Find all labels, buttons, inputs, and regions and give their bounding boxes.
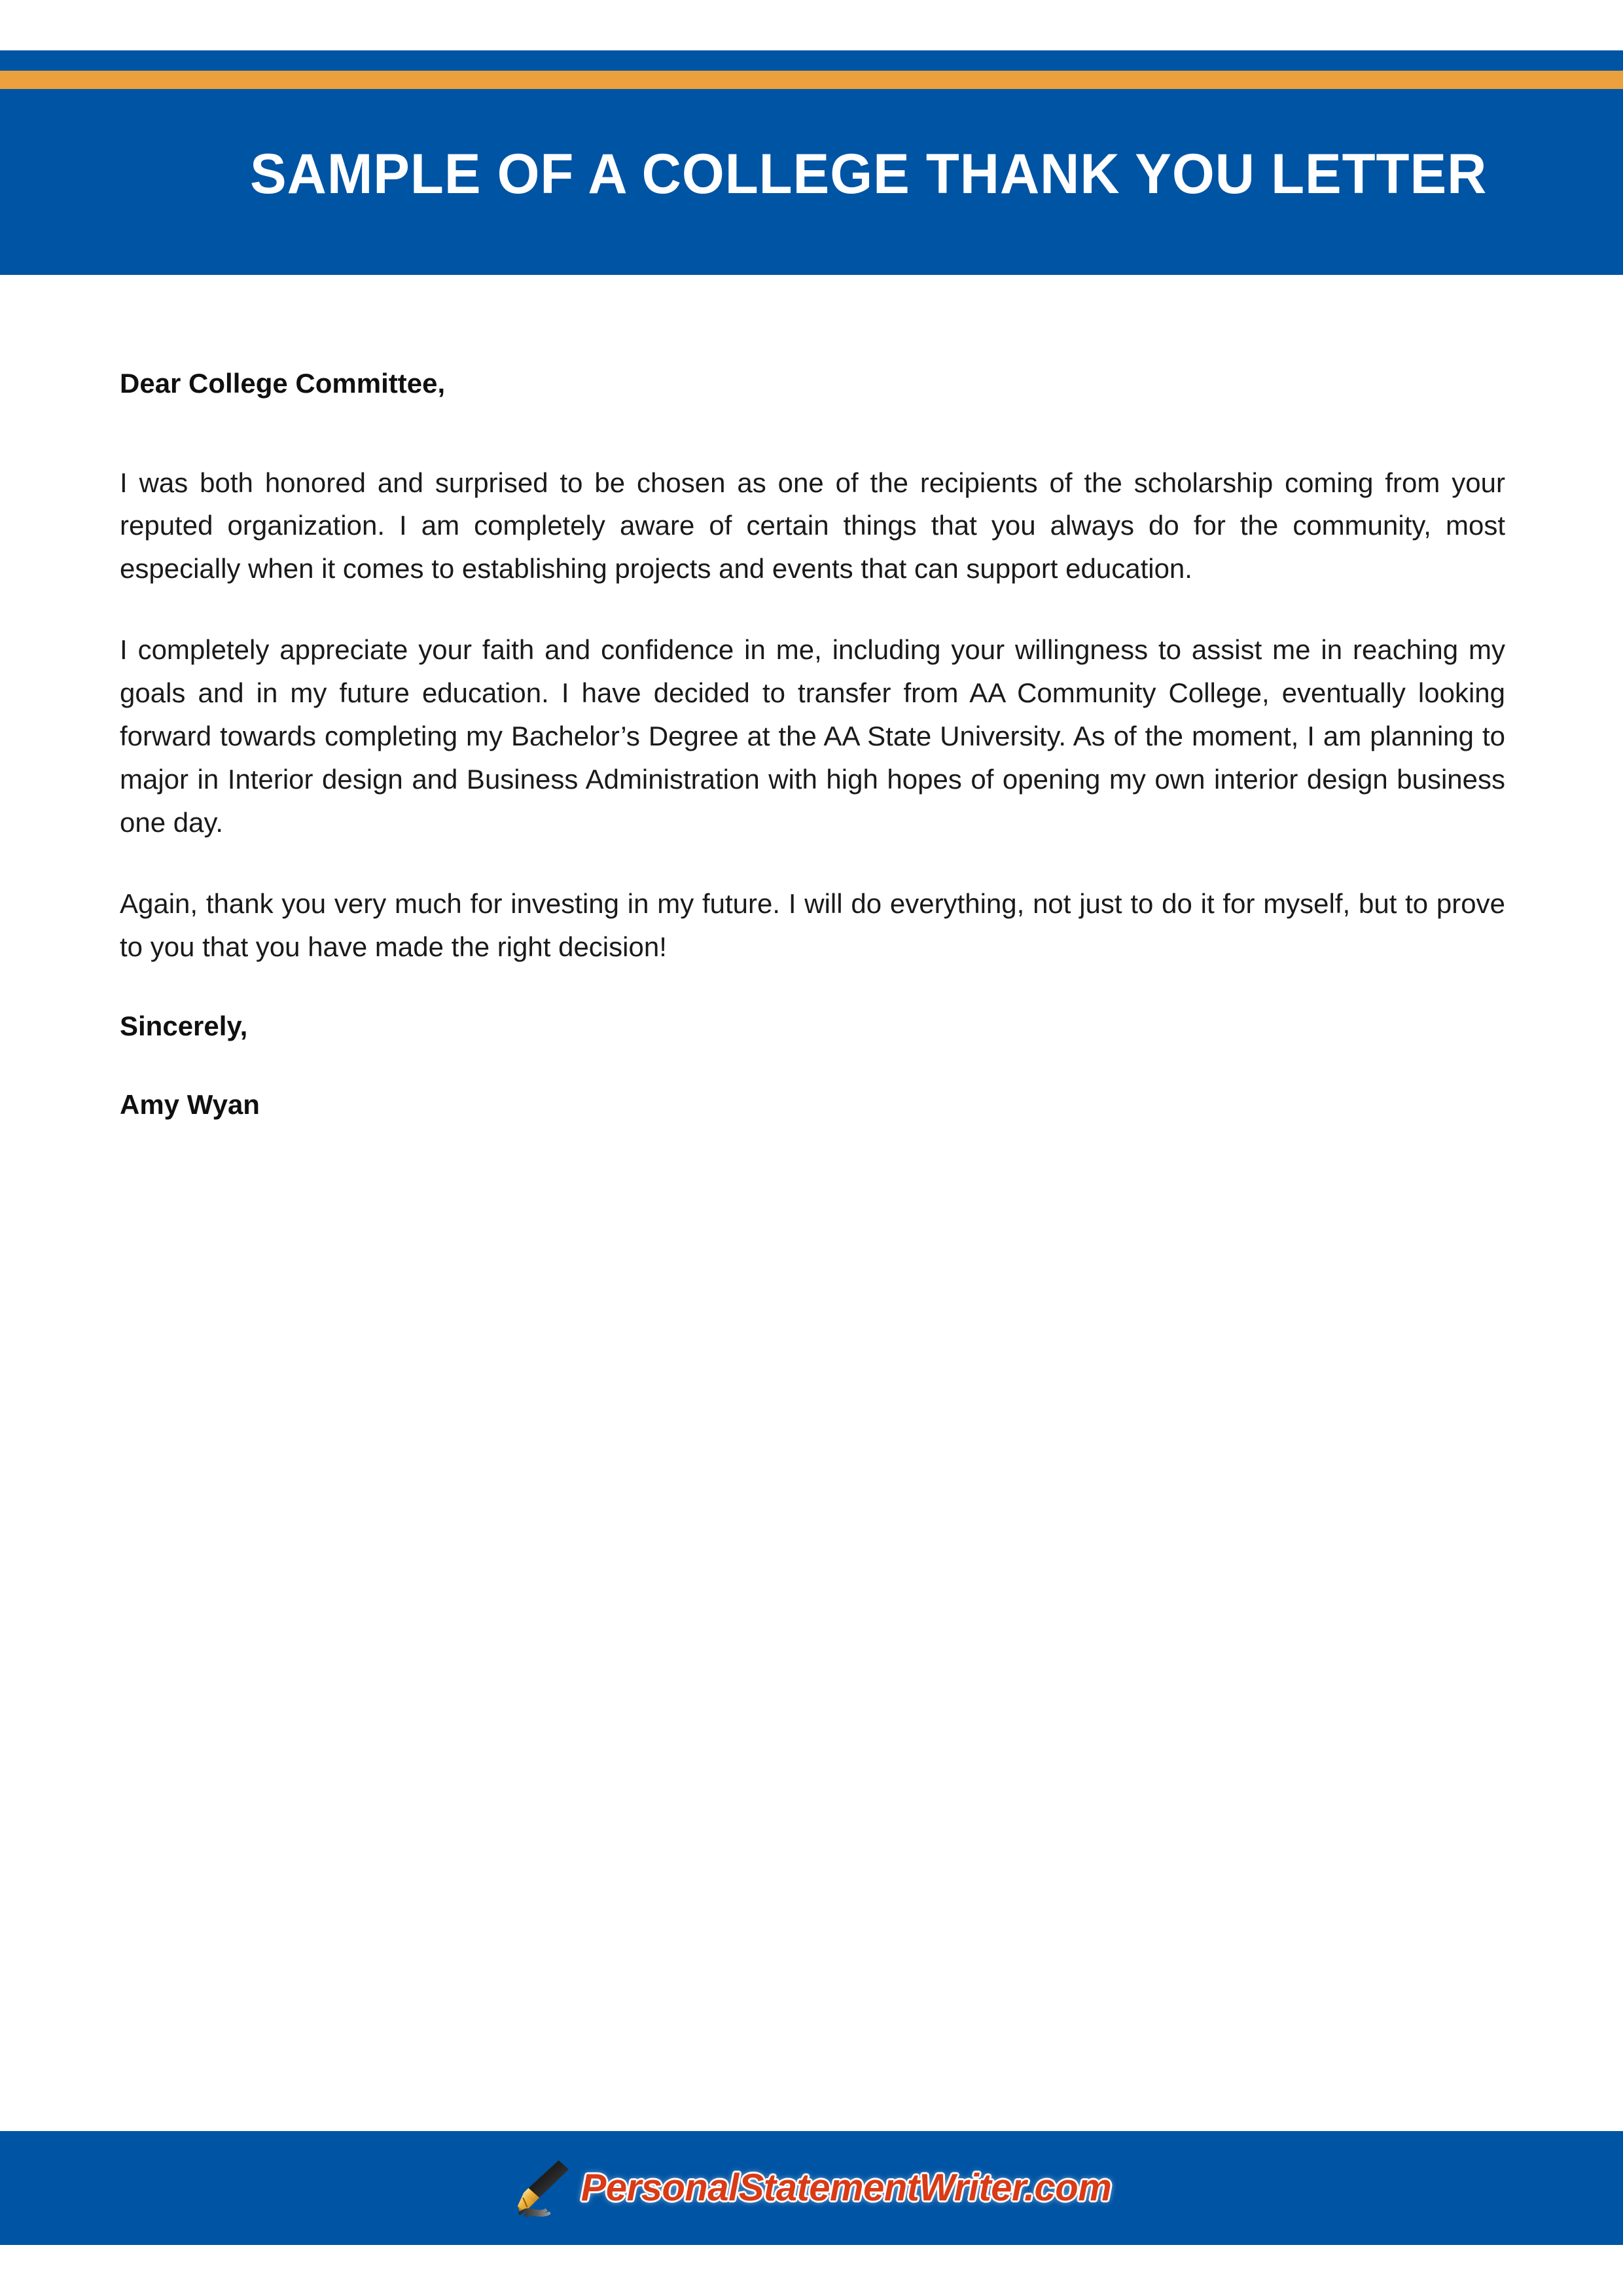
letter-paragraph-1: I was both honored and surprised to be chosen as one of the recipients of the scholarship coming from your reputed organization. I am completely aware of certain things that you always do for the community, most especially when it comes to establishing projects and events that can support education. bbox=[120, 467, 1505, 584]
letter-body bbox=[120, 367, 1505, 1122]
spacer bbox=[120, 401, 1505, 461]
letter-salutation: Dear College Committee, bbox=[120, 368, 446, 399]
letter-signature-name: Amy Wyan bbox=[120, 1089, 260, 1121]
site-logo[interactable] bbox=[512, 2158, 1112, 2218]
site-logo-wordmark: PersonalStatementWriter.com bbox=[580, 2166, 1112, 2209]
fountain-pen-icon bbox=[512, 2158, 572, 2218]
footer-banner bbox=[0, 2131, 1623, 2245]
page-title: SAMPLE OF A COLLEGE THANK YOU LETTER bbox=[250, 143, 1488, 206]
spacer bbox=[120, 1043, 1505, 1088]
header-banner bbox=[0, 50, 1623, 275]
spacer bbox=[120, 969, 1505, 1009]
letter-paragraph-3: Again, thank you very much for investing in my future. I will do everything, not just to do it for myself, but to prove to you that you have made the right decision! bbox=[120, 888, 1505, 962]
letter-closing: Sincerely, bbox=[120, 1010, 248, 1041]
letter-paragraph-2: I completely appreciate your faith and confidence in me, including your willingness to assist me in reaching my goals and in my future education. I have decided to transfer from AA Community College, eventually looking forward towards completing my Bachelor’s Degree at the AA State University. As of the moment, I am planning to major in Interior design and Business Administration with high hopes of opening my own interior design business one day. bbox=[120, 634, 1505, 838]
spacer bbox=[120, 844, 1505, 882]
header-accent-stripe bbox=[0, 71, 1623, 89]
spacer bbox=[120, 590, 1505, 628]
